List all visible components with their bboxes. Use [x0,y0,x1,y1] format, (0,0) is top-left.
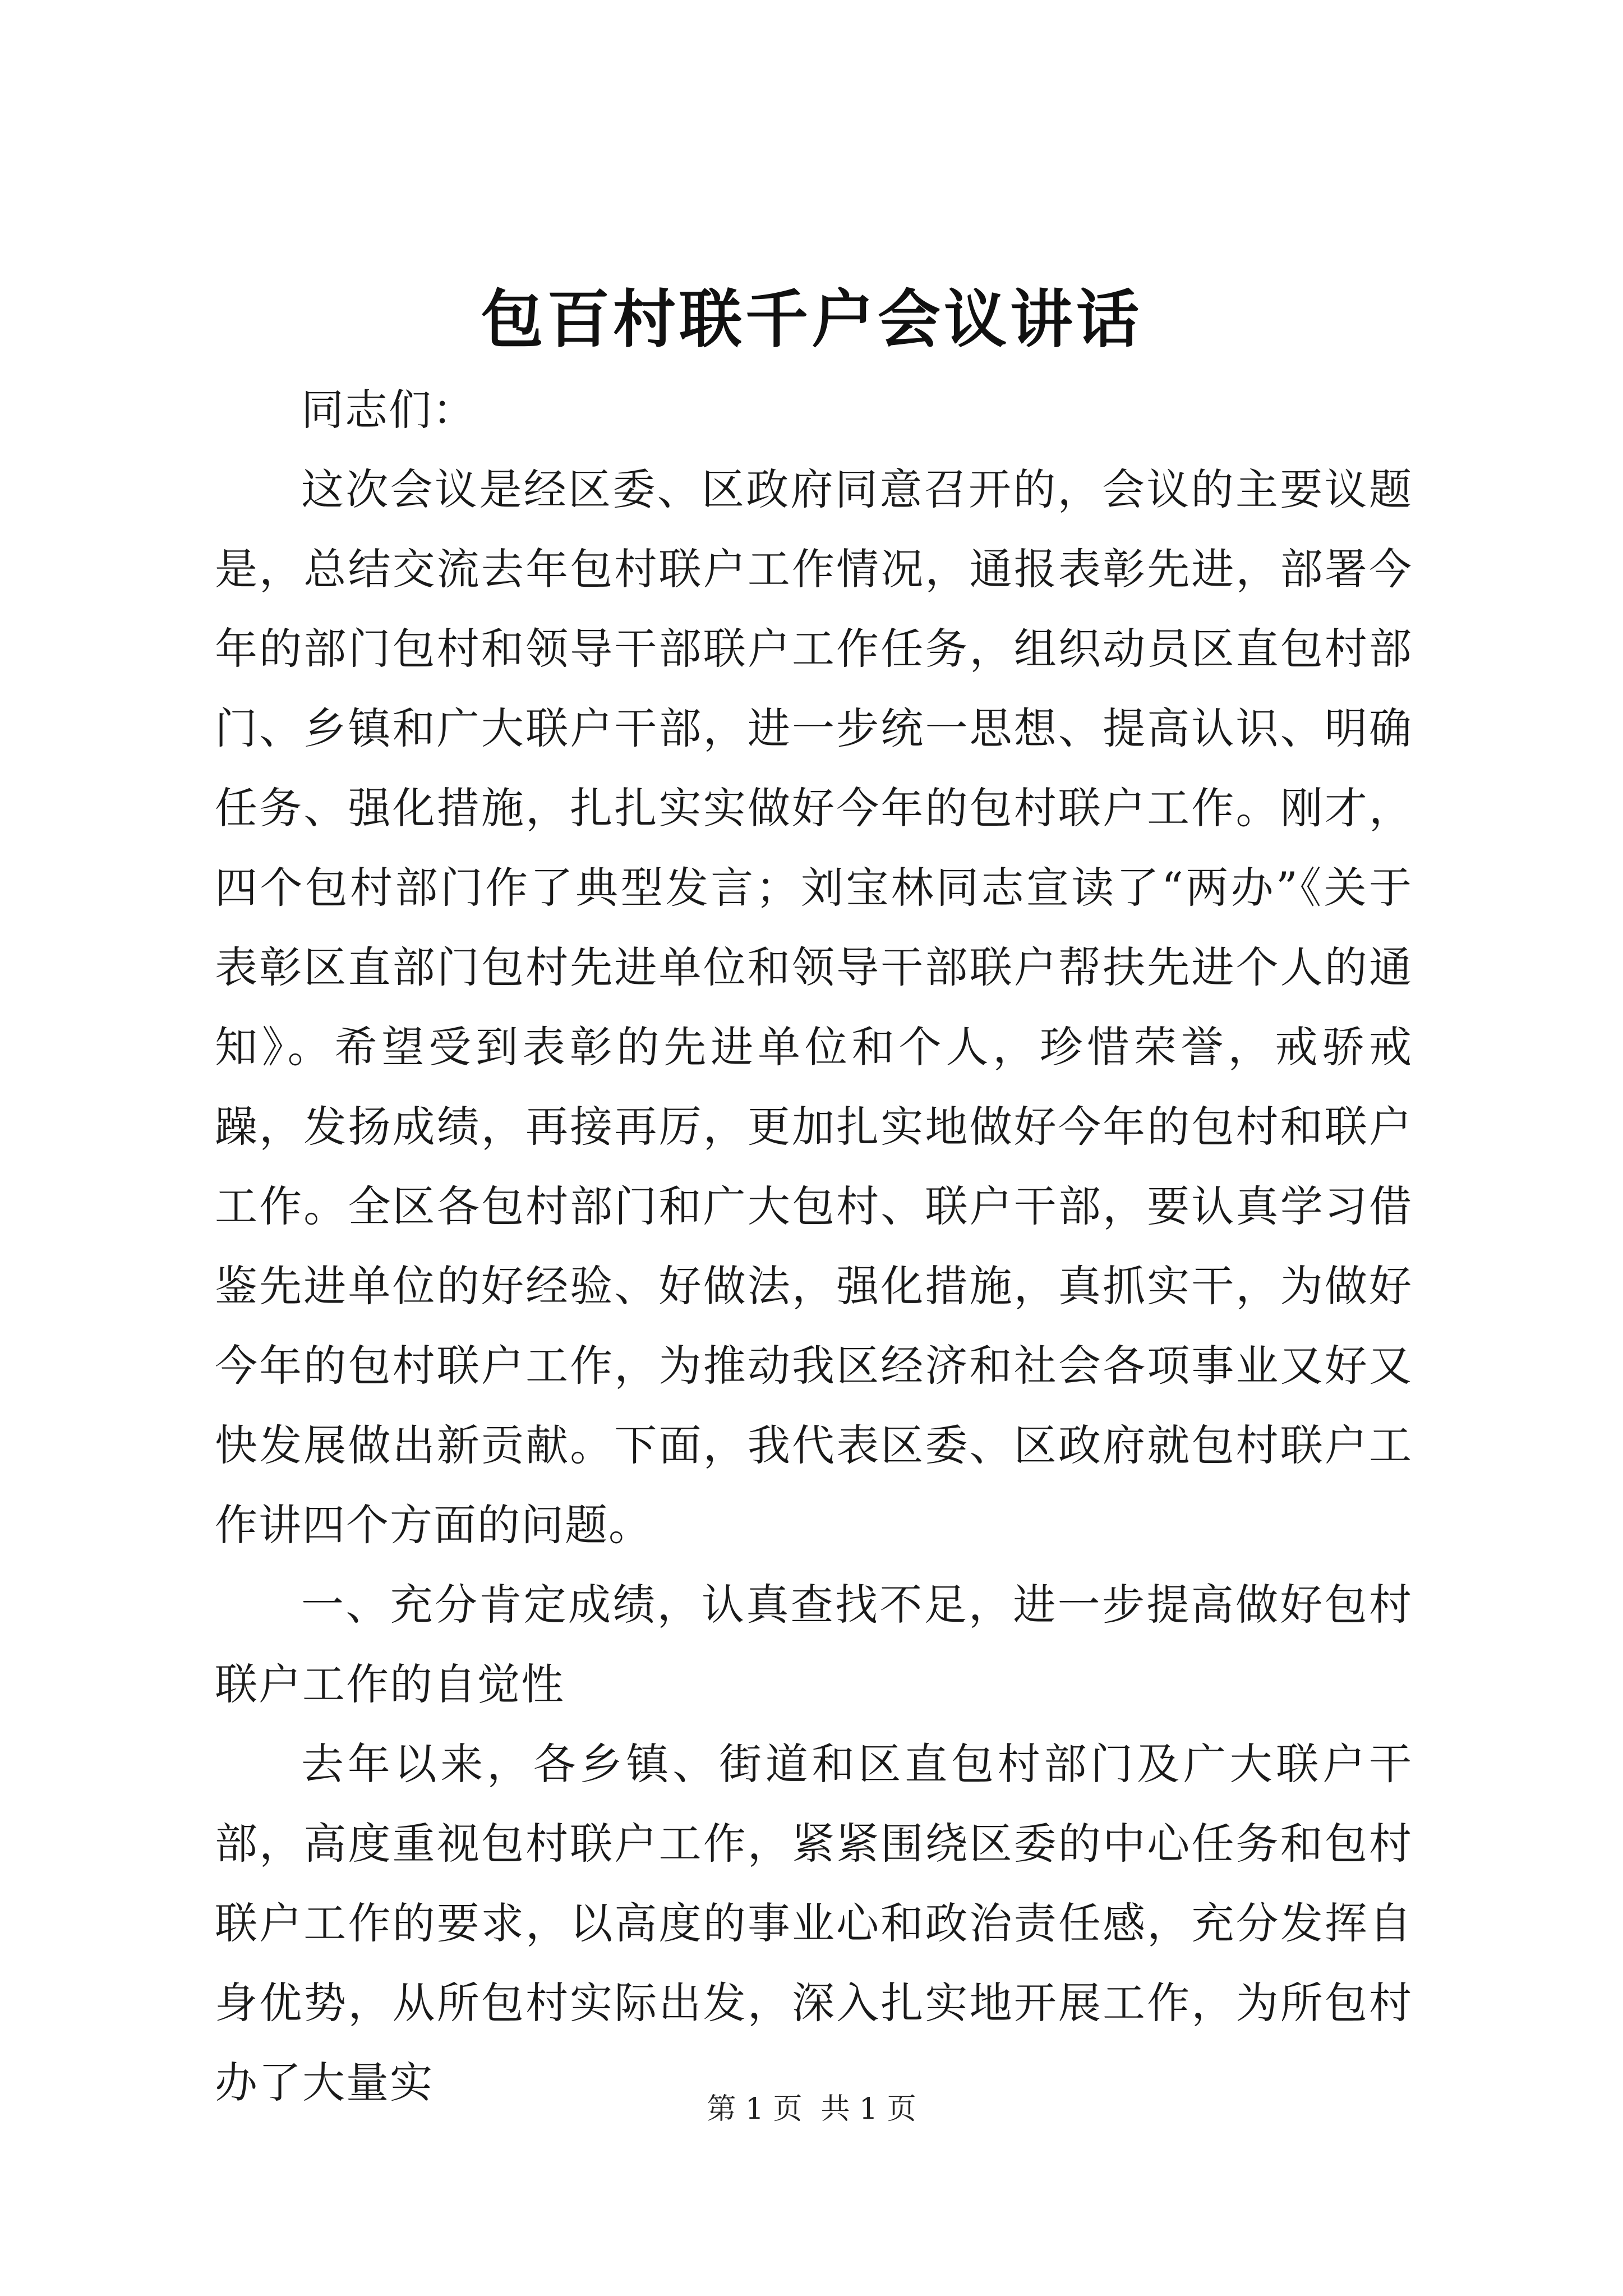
intro-paragraph: 这次会议是经区委、区政府同意召开的，会议的主要议题是，总结交流去年包村联户工作情况，通报表彰先进，部署今年的部门包村和领导干部联户工作任务，组织动员区直包村部门、乡镇和广大联户干部，进一步统一思想、提高认识、明确任务、强化措施，扎扎实实做好今年的包村联户工作。刚才，四个包村部门作了典型发言；刘宝林同志宣读了“两办”《关于表彰区直部门包村先进单位和领导干部联户帮扶先进个人的通知》。希望受到表彰的先进单位和个人，珍惜荣誉，戒骄戒躁，发扬成绩，再接再厉，更加扎实地做好今年的包村和联户工作。全区各包村部门和广大包村、联户干部，要认真学习借鉴先进单位的好经验、好做法，强化措施，真抓实干，为做好今年的包村联户工作，为推动我区经济和社会各项事业又好又快发展做出新贡献。下面，我代表区委、区政府就包村联户工作讲四个方面的问题。 [215,464,1413,1550]
page-number-footer: 第 1 页 共 1 页 [707,2092,916,2126]
section-heading-paragraph: 一、充分肯定成绩，认真查找不足，进一步提高做好包村联户工作的自觉性 [215,1580,1413,1709]
salutation-paragraph: 同志们： [301,385,476,435]
document-title: 包百村联千户会议讲话 [481,283,1142,356]
body-paragraph: 去年以来，各乡镇、街道和区直包村部门及广大联户干部，高度重视包村联户工作，紧紧围绕区委的中心任务和包村联户工作的要求，以高度的事业心和政治责任感，充分发挥自身优势，从所包村实际出发，深入扎实地开展工作，为所包村办了大量实 [215,1739,1413,2108]
document-body [215,370,1413,2123]
